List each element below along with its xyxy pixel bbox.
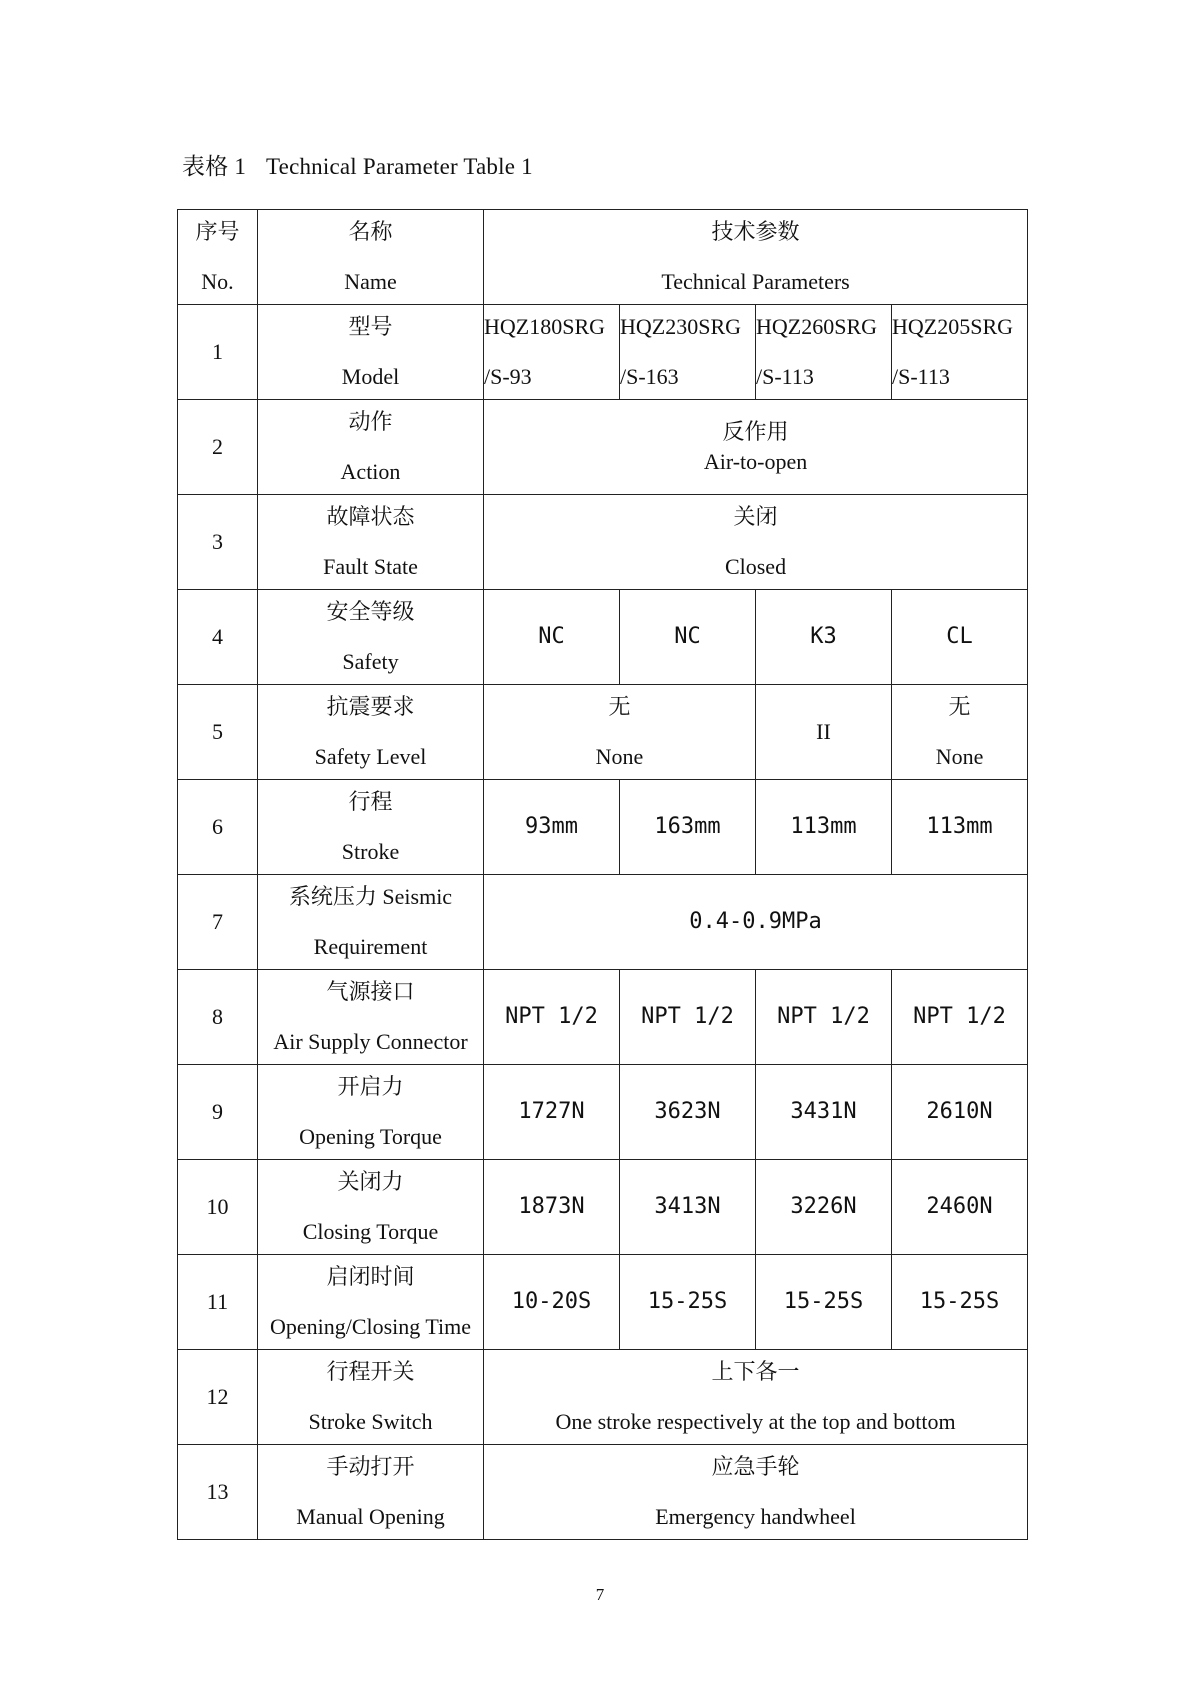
model-suffix: /S-163 (620, 364, 679, 389)
row-number: 2 (178, 400, 258, 495)
row-name-cell (258, 780, 484, 875)
table-row (178, 1065, 1028, 1160)
value-cell: 163mm (620, 780, 756, 875)
header-no-zh: 序号 (195, 219, 240, 244)
value-cell (892, 685, 1028, 780)
value-cell: 2460N (892, 1160, 1028, 1255)
row-name-cell (258, 970, 484, 1065)
value-cell (484, 495, 1028, 590)
model-cell (756, 305, 892, 400)
row-name-zh: 关闭力 (337, 1169, 404, 1194)
value-cell: NC (620, 590, 756, 685)
value-en: Emergency handwheel (655, 1504, 856, 1529)
table-row (178, 1350, 1028, 1445)
row-name-zh: 故障状态 (326, 504, 415, 529)
value-cell: 3431N (756, 1065, 892, 1160)
row-name-cell (258, 1445, 484, 1540)
model-cell (892, 305, 1028, 400)
value-cell (484, 1350, 1028, 1445)
table-row (178, 1160, 1028, 1255)
row-name-zh: 动作 (348, 409, 393, 434)
model-code: HQZ205SRG (892, 314, 1014, 339)
row-number: 4 (178, 590, 258, 685)
table-row (178, 400, 1028, 495)
value-cell: 15-25S (892, 1255, 1028, 1350)
row-number: 13 (178, 1445, 258, 1540)
value-cell: 113mm (756, 780, 892, 875)
model-cell (484, 305, 620, 400)
row-name-en: Action (340, 459, 401, 484)
row-name-zh: 系统压力 Seismic (288, 884, 453, 909)
row-name-zh: 开启力 (337, 1074, 404, 1099)
value-cell: 3226N (756, 1160, 892, 1255)
value-cell: II (756, 685, 892, 780)
table-row (178, 1255, 1028, 1350)
row-name-en: Stroke (341, 839, 400, 864)
row-number: 6 (178, 780, 258, 875)
row-number: 5 (178, 685, 258, 780)
value-cell: NC (484, 590, 620, 685)
row-name-zh: 型号 (348, 314, 393, 339)
row-name-zh: 行程 (348, 789, 393, 814)
row-name-zh: 抗震要求 (326, 694, 415, 719)
row-name-en: Opening Torque (299, 1124, 442, 1149)
model-code: HQZ230SRG (620, 314, 742, 339)
table-row (178, 1445, 1028, 1540)
header-params-zh: 技术参数 (711, 219, 800, 244)
value-en: Air-to-open (703, 449, 808, 474)
value-cell (484, 400, 1028, 495)
table-row (178, 685, 1028, 780)
value-cell: 0.4-0.9MPa (484, 875, 1028, 970)
page-number: 7 (595, 1585, 605, 1604)
row-name-zh: 气源接口 (326, 979, 415, 1004)
value-zh: 无 (608, 694, 631, 719)
row-name-zh: 行程开关 (326, 1359, 415, 1384)
row-name-cell (258, 590, 484, 685)
row-number: 8 (178, 970, 258, 1065)
value-cell: 1873N (484, 1160, 620, 1255)
row-name-cell (258, 1350, 484, 1445)
row-name-zh: 手动打开 (326, 1454, 415, 1479)
row-name-cell (258, 685, 484, 780)
value-zh: 应急手轮 (711, 1454, 800, 1479)
table-row (178, 495, 1028, 590)
value-cell: NPT 1/2 (620, 970, 756, 1065)
technical-parameter-table (177, 209, 1028, 1540)
row-name-en: Closing Torque (302, 1219, 439, 1244)
row-name-cell (258, 875, 484, 970)
row-name-en: Stroke Switch (308, 1409, 433, 1434)
model-code: HQZ180SRG (484, 314, 606, 339)
row-name-cell (258, 1160, 484, 1255)
header-no-cell (178, 210, 258, 305)
value-en: One stroke respectively at the top and bottom (555, 1409, 956, 1434)
header-no-en: No. (201, 269, 234, 294)
model-cell (620, 305, 756, 400)
row-name-en: Air Supply Connector (273, 1029, 468, 1054)
row-name-cell (258, 495, 484, 590)
value-zh: 反作用 (722, 419, 789, 444)
table-row (178, 875, 1028, 970)
value-cell: K3 (756, 590, 892, 685)
value-cell: 2610N (892, 1065, 1028, 1160)
row-name-zh: 安全等级 (326, 599, 415, 624)
value-cell (484, 685, 756, 780)
value-cell: 15-25S (756, 1255, 892, 1350)
value-cell: 1727N (484, 1065, 620, 1160)
header-name-en: Name (344, 269, 397, 294)
value-cell: 10-20S (484, 1255, 620, 1350)
table-row (178, 590, 1028, 685)
header-params-cell (484, 210, 1028, 305)
value-cell: NPT 1/2 (892, 970, 1028, 1065)
header-name-cell (258, 210, 484, 305)
row-number: 11 (178, 1255, 258, 1350)
value-cell (484, 1445, 1028, 1540)
table-row (178, 970, 1028, 1065)
model-suffix: /S-93 (484, 364, 532, 389)
row-name-en: Requirement (313, 934, 428, 959)
model-suffix: /S-113 (892, 364, 950, 389)
row-name-en: Safety Level (314, 744, 427, 769)
caption-label: 表格 1 (182, 154, 247, 179)
model-suffix: /S-113 (756, 364, 814, 389)
table-row (178, 305, 1028, 400)
value-cell: 113mm (892, 780, 1028, 875)
row-name-zh: 启闭时间 (326, 1264, 415, 1289)
row-name-en: Model (341, 364, 400, 389)
value-cell: NPT 1/2 (756, 970, 892, 1065)
row-number: 9 (178, 1065, 258, 1160)
value-zh: 无 (948, 694, 971, 719)
row-name-en: Manual Opening (296, 1504, 445, 1529)
row-number: 12 (178, 1350, 258, 1445)
row-number: 7 (178, 875, 258, 970)
value-cell: 3623N (620, 1065, 756, 1160)
row-name-cell (258, 1255, 484, 1350)
value-zh: 关闭 (733, 504, 778, 529)
row-name-cell (258, 1065, 484, 1160)
value-en: None (935, 744, 984, 769)
value-cell: 93mm (484, 780, 620, 875)
value-cell: NPT 1/2 (484, 970, 620, 1065)
header-name-zh: 名称 (348, 219, 393, 244)
header-params-en: Technical Parameters (661, 269, 850, 294)
value-cell: 3413N (620, 1160, 756, 1255)
row-name-en: Opening/Closing Time (269, 1314, 472, 1339)
row-name-en: Fault State (323, 554, 418, 579)
value-en: None (595, 744, 644, 769)
value-cell: 15-25S (620, 1255, 756, 1350)
model-code: HQZ260SRG (756, 314, 878, 339)
row-number: 3 (178, 495, 258, 590)
table-row (178, 780, 1028, 875)
row-number: 1 (178, 305, 258, 400)
table-header-row (178, 210, 1028, 305)
value-cell: CL (892, 590, 1028, 685)
row-name-en: Safety (342, 649, 399, 674)
row-name-cell (258, 400, 484, 495)
value-zh: 上下各一 (711, 1359, 800, 1384)
caption-title: Technical Parameter Table 1 (266, 154, 533, 179)
value-en: Closed (724, 554, 787, 579)
table-caption (182, 148, 533, 181)
row-name-cell (258, 305, 484, 400)
row-number: 10 (178, 1160, 258, 1255)
